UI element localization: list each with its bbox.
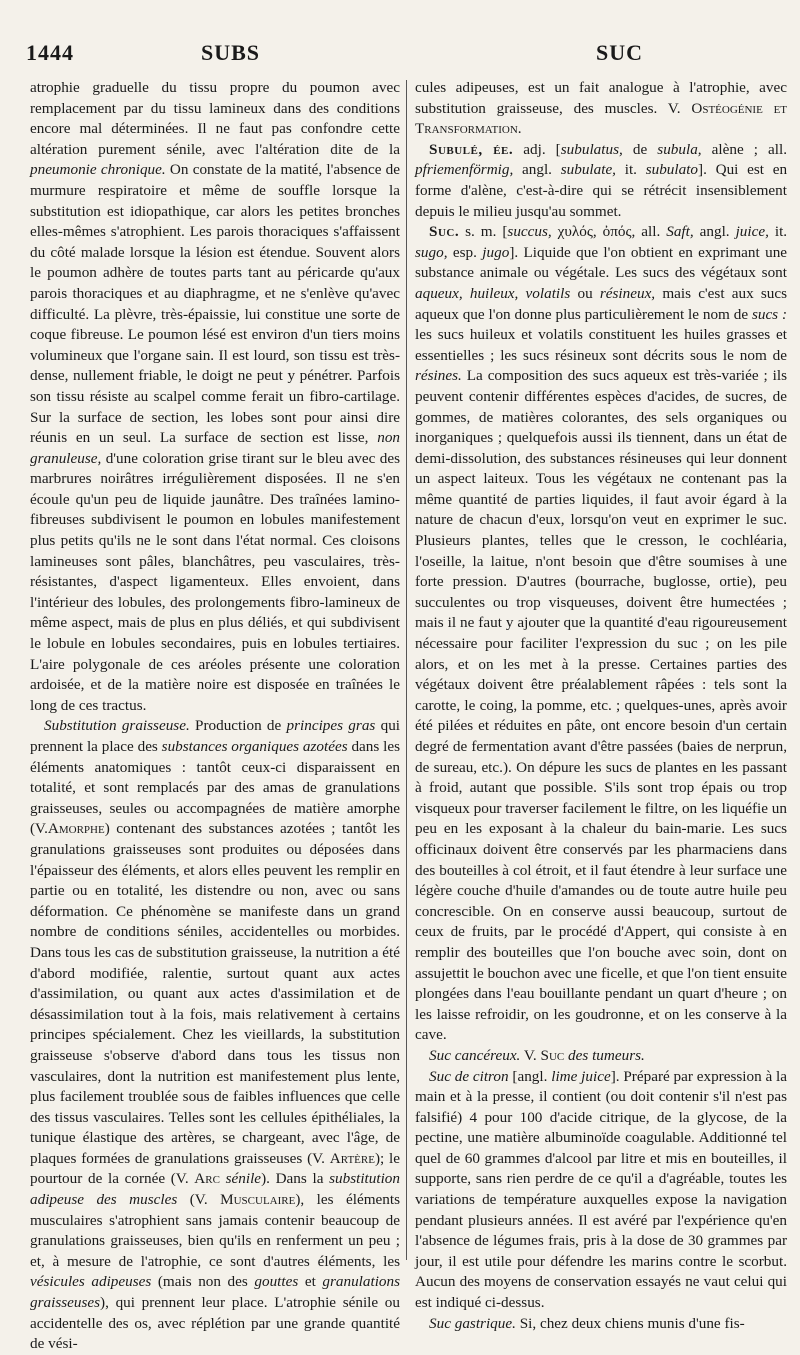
left-heading: SUBS <box>201 40 261 65</box>
page-number: 1444 <box>26 40 74 65</box>
right-column <box>415 78 787 1334</box>
entry-subule: Subulé, ée. adj. [subulatus, de subula, alène ; all. pfriemenförmig, angl. subulate, it. subulato]. Qui est en forme d'alène, c'est-à-dire qui se rétrécit insensiblement depuis le milieu jusqu'au sommet. <box>415 140 788 220</box>
headword-suc: Suc. <box>429 223 460 241</box>
running-header <box>26 40 786 70</box>
column-divider <box>406 80 407 1260</box>
left-column <box>30 78 400 1355</box>
entry-suc-de-citron: Suc de citron [angl. lime juice]. Préparé par expression à la main et à la presse, il contient (ou doit contenir s'il n'est pas falsifié) 4 pour 100 d'acide citrique, de la glycose, de la pectine, une matière albuminoïde coagulable. Additionné tel quel de 60 grammes d'alcool par litre et mis en bouteilles, il supporte, sans rien perdre de ce qu'il a d'agréable, toutes les variations de température auxquelles expose la navigation pendant plusieurs années. Il est avéré par l'expérience qu'en l'absence de légumes frais, pris à la dose de 30 grammes par jour, il est utile pour défendre les marins contre le scorbut. Aucun des moyens de conservation essayés ne vaut celui qui est indiqué ci-dessus. <box>415 1067 788 1312</box>
entry-suc: Suc. s. m. [succus, χυλός, ὀπός, all. Saft, angl. juice, it. sugo, esp. jugo]. Liquide que l'on obtient en exprimant une substance animale ou végétale. Les sucs des végétaux sont aqueux, huileux, volatils ou résineux, mais c'est aux sucs aqueux que l'on donne plus particulièrement le nom de sucs : les sucs huileux et volatils constituent les huiles grasses et essentielles ; les sucs résineux sont décrits sous le nom de résines. La composition des sucs aqueux est très-variée ; ils peuvent contenir différentes espèces d'acides, de sucres, de gommes, de matières colorantes, des sels organiques ou inorganiques ; quelquefois aussi ils tiennent, dans un état de demi-dissolution, des substances résineuses qui leur donnent un aspect laiteux. Tous les végétaux ne contenant pas la même quantité de parties liquides, il faut avoir égard à la nature de chacun d'eux, lorsqu'on veut en exprimer le suc. Plusieurs plantes, telles que le cresson, le cochléaria, l'oseille, la laitue, n'ont besoin que d'être soumises à une forte pression. D'autres (bourrache, buglosse, ortie), peu succulentes ou trop visqueuses, doivent être humectées ; mais il ne faut y ajouter que la quantité d'eau rigoureusement nécessaire pour faciliter l'expression du suc ; on les pile alors, et on les met à la presse. Certaines parties des végétaux doivent être préalablement râpées : tels sont la carotte, le coing, la pomme, etc. ; quelques-unes, après avoir été pilées et réduites en pâte, ont encore besoin d'un certain degré de fermentation avant d'être passées (baies de nerprun, de sureau, etc.). On dépure les sucs de plantes en les passant à froid, autant que possible. S'ils sont trop épais ou trop visqueux pour traverser facilement le filtre, on les liquéfie un peu en les exposant à la chaleur du bain-marie. Les sucs officinaux doivent être conservés par les pharmaciens dans des bouteilles à col étroit, et il faut étendre à leur surface une légère couche d'huile d'amandes ou de toute autre huile peu concrescible. On en conserve aussi beaucoup, surtout de ceux de fruits, par le procédé d'Appert, qui consiste à en remplir des bouteilles que l'on bouche avec soin, dont on assujettit le bouchon avec une ficelle, et que l'on tient ensuite plongées dans l'eau bouillante pendant un quart d'heure ; on les laisse refroidir, on les goudronne, et on les conserve à la cave. <box>415 223 788 1044</box>
right-heading: SUC <box>596 40 644 65</box>
headword-subule: Subulé, ée. <box>429 140 514 158</box>
entry-suc-cancereux: Suc cancéreux. V. Suc des tumeurs. <box>429 1046 645 1064</box>
paragraph-substitution-fibreuse: atrophie graduelle du tissu propre du poumon avec remplacement par du tissu lamineux dans des conditions encore mal déterminées. Il ne faut pas confondre cette altération purement sénile, avec l'altération dite de la pneumonie chronique. On constate de la matité, l'absence de murmure respiratoire et même de souffle lorsque la substitution est idiopathique, car alors les petites bronches elles-mêmes s'atrophient. Les parois thoraciques s'affaissent du côté malade lorsque la lésion est étendue. Souvent alors le poumon adhère de toutes parts tant au péricarde qu'aux parois thoraciques et au diaphragme, et ne s'enlève qu'avec difficulté. La plèvre, très-épaissie, lui constitue une sorte de coque fibreuse. Le poumon lésé est environ d'un tiers moins volumineux que l'organe sain. Il est lourd, son tissu est très-dense, nullement friable, le doigt ne peut y pénétrer. Parfois son tissu résiste au scalpel comme ferait un fibro-cartilage. Sur la surface de section, les lobes sont pour ainsi dire réunis en un seul. La surface de section est lisse, non granuleuse, d'une coloration grise tirant sur le bleu avec des marbrures noirâtres irrégulièrement disposées. Il ne s'en écoule qu'un peu de liquide jaunâtre. Des traînées lamino-fibreuses subdivisent le poumon en lobules manifestement plus petits qu'ils ne le sont dans l'état normal. Ces cloisons lamineuses sont pâles, blanchâtres, peu vasculaires, très-résistantes, d'aspect ligamenteux. Elles envoient, dans l'intérieur des lobules, des prolongements fibro-lamineux de même aspect, mais de plus en plus déliés, et qui subdivisent le lobule en lobules secondaires, puis en lobules tertiaires. L'aire polygonale de ces aréoles présente une coloration ardoisée, et de la matière noire est disposée en traînées le long de ces tractus. <box>30 79 401 714</box>
entry-suc-gastrique: Suc gastrique. Si, chez deux chiens munis d'une fis- <box>429 1314 745 1332</box>
paragraph-continuation: cules adipeuses, est un fait analogue à l'atrophie, avec substitution graisseuse, des muscles. V. Ostéogénie et Transformation. <box>415 79 788 138</box>
paragraph-substitution-graisseuse: Substitution graisseuse. Production de principes gras qui prennent la place des substances organiques azotées dans les éléments anatomiques : tantôt ceux-ci disparaissent en totalité, et sont remplacés par des amas de granulations graisseuses, seules ou accompagnées de matière amorphe (V.Amorphe) contenant des substances azotées ; tantôt les granulations graisseuses sont produites ou déposées dans l'épaisseur des éléments, et alors elles peuvent les remplir en partie ou en totalité, les distendre ou non, avec ou sans déformation. Ce phénomène se manifeste dans un grand nombre de conditions séniles, accidentelles ou morbides. Dans tous les cas de substitution graisseuse, la nutrition a été d'abord modifiée, ralentie, surtout quant aux actes d'assimilation, ou quant aux actes d'assimilation et de désassimilation tout à la fois, mais relativement à certains principes spécialement. Chez les vieillards, la substitution graisseuse s'observe d'abord dans tous les tissus non vasculaires, dont la nutrition est manifestement plus lente, plus facilement troublée sous de faibles influences que celle des tissus vasculaires. Telles sont les cellules épithéliales, la tunique élastique des artères, se chargeant, avec l'âge, de plaques formées de granulations graisseuses (V. Artère); le pourtour de la cornée (V. Arc sénile). Dans la substitution adipeuse des muscles (V. Musculaire), les éléments musculaires s'atrophient sans jamais contenir beaucoup de granulations graisseuses, bien qu'ils en renferment un peu ; et, à mesure de l'atrophie, ce sont d'autres éléments, les vésicules adipeuses (mais non des gouttes et granulations graisseuses), qui prennent leur place. L'atrophie sénile ou accidentelle des os, avec réplétion par une grande quantité de vési- <box>30 717 401 1353</box>
